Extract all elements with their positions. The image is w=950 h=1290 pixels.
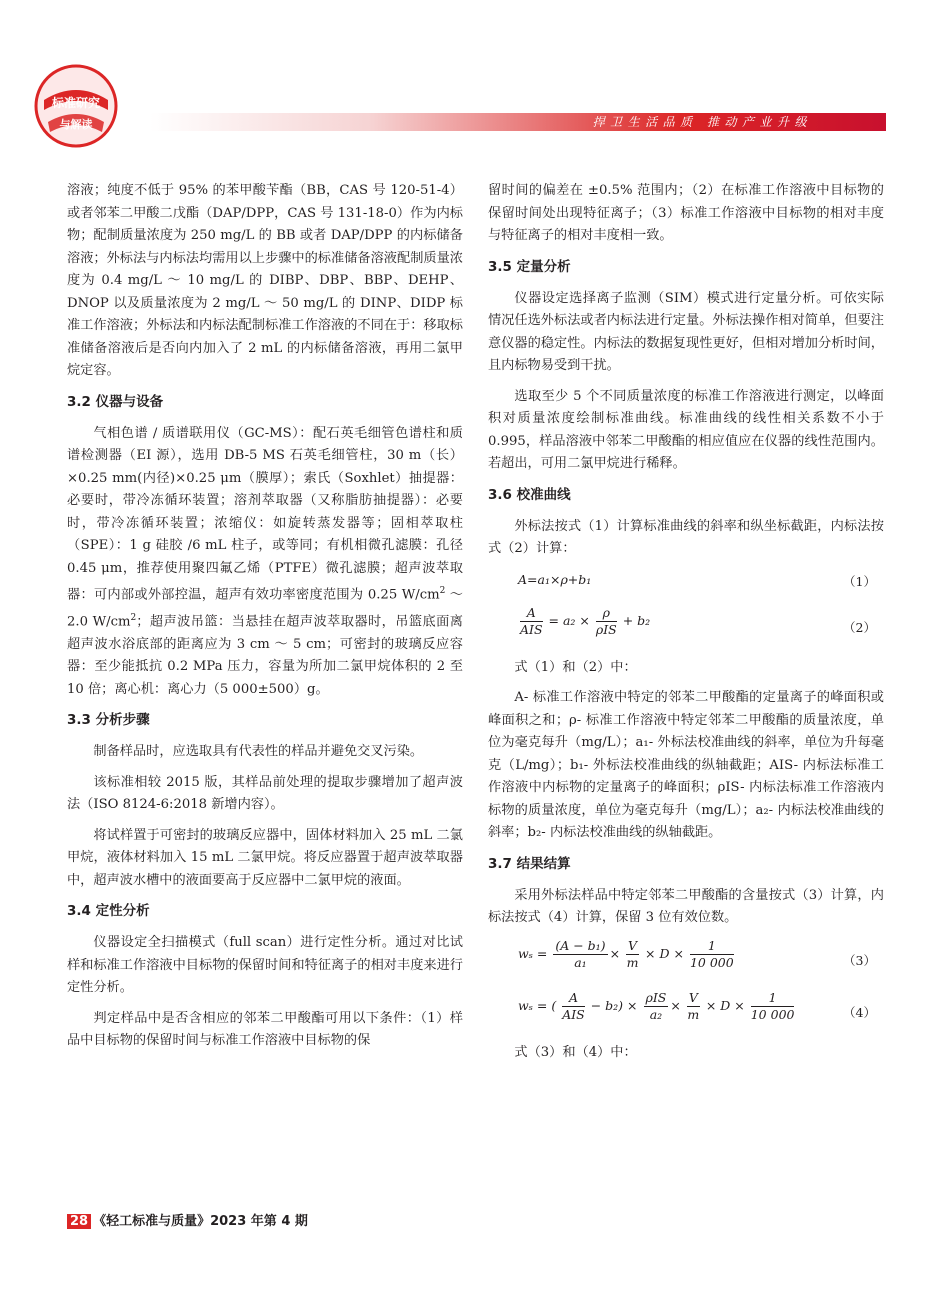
eq2-mid: = a₂ ×: [548, 612, 590, 628]
right-column: [488, 180, 884, 1072]
eq4-mid-2: × D ×: [705, 997, 745, 1013]
paragraph-symbol-definitions: A- 标准工作溶液中特定的邻苯二甲酸酯的定量离子的峰面积或峰面积之和；ρ- 标准工作溶液中特定邻苯二甲酸酯的质量浓度，单位为毫克每升（mg/L）；a₁- 外标法校准曲线的斜率，单位为升每毫克（L/mg）；b₁- 外标法校准曲线的纵轴截距；AIS- 内标法标准工作溶液中内标物的定量离子的峰面积；ρIS- 内标法标准工作溶液内标物的质量浓度，单位为毫克每升（mg/L）；a₂- 内标法校准曲线的斜率；b₂- 内标法校准曲线的纵轴截距。: [488, 690, 884, 840]
eq4-num-2: ρIS: [645, 989, 667, 1005]
paragraph-3-7-1: 采用外标法样品中特定邻苯二甲酸酯的含量按式（3）计算，内标法按式（4）计算，保留 3 位有效位数。: [488, 887, 884, 925]
equation-2: [488, 605, 884, 649]
equation-1: [488, 569, 884, 597]
equation-2-body: [518, 605, 650, 638]
equation-3: [488, 938, 884, 982]
equation-1-body: A=a₁×ρ+b₁: [518, 571, 592, 587]
equation-2-fraction-rho: [596, 605, 617, 638]
equation-2-fraction-a: [520, 605, 543, 638]
eq4-den-2: a₂: [649, 1006, 663, 1022]
left-column: [67, 180, 463, 1061]
eq3-den-1: a₁: [574, 954, 587, 970]
equation-4: [488, 990, 884, 1034]
paragraph-3-3-2: 该标准相较 2015 版，其样品前处理的提取步骤增加了超声波法（ISO 8124-6:2018 新增内容）。: [67, 774, 463, 813]
paragraph-3-4-1: 仪器设定全扫描模式（full scan）进行定性分析。通过对比试样和标准工作溶液中目标物的保留时间和特征离子的相对丰度来进行定性分析。: [67, 935, 463, 996]
header-banner: [150, 113, 886, 131]
equation-3-number: （3）: [843, 952, 876, 968]
equation-4-number: （4）: [843, 1004, 876, 1020]
heading-3-4: 3.4 定性分析: [67, 903, 150, 920]
eq4-fraction-4: [751, 990, 795, 1023]
eq3-den-2: m: [626, 954, 639, 970]
eq2-den-rho: ρIS: [595, 621, 617, 637]
heading-3-5: 3.5 定量分析: [488, 258, 571, 275]
eq3-lhs: wₛ =: [518, 945, 548, 961]
instruments-sup-1: 2: [439, 586, 446, 596]
paragraph-instruments: [67, 423, 463, 702]
heading-3-2: 3.2 仪器与设备: [67, 393, 164, 410]
eq2-num-rho: ρ: [596, 605, 617, 622]
instruments-text-a: 气相色谱 / 质谱联用仪（GC-MS）：配石英毛细管色谱柱和质谱检测器（EI 源），选用 DB-5 MS 石英毛细管柱，30 m（长）×0.25 mm(内径)×0.25 μm（膜厚）；索氏（Soxhlet）抽提器：必要时，带冷冻循环装置；溶剂萃取器（又称脂肪抽提器）：必要时，带冷冻循环装置；浓缩仪：如旋转蒸发器等；固相萃取柱（SPE）：1 g 硅胶 /6 mL 柱子，或等同；有机相微孔滤膜：孔径 0.45 μm，推荐使用聚四氟乙烯（PTFE）微孔滤膜；超声波萃取器：可内部或外部控温，超声有效功率密度范围为 0.25 W/cm: [67, 425, 463, 603]
eq4-fraction-2: [644, 990, 669, 1023]
paragraph-3-3-1: 制备样品时，应选取具有代表性的样品并避免交叉污染。: [93, 744, 424, 760]
eq4-fraction-1: [562, 990, 585, 1023]
eq4-num-4: 1: [751, 990, 795, 1007]
eq4-den-4: 10 000: [750, 1006, 795, 1022]
logo-line1: 标准研究: [51, 96, 101, 110]
eq3-den-3: 10 000: [689, 954, 734, 970]
heading-3-6: 3.6 校准曲线: [488, 486, 571, 503]
paragraph-intro: 溶液；纯度不低于 95% 的苯甲酸苄酯（BB，CAS 号 120-51-4）或者邻苯二甲酸二戊酯（DAP/DPP，CAS 号 131-18-0）作为内标物；配制质量浓度为 250 mg/L 的 BB 或者 DAP/DPP 的内标储备溶液；外标法与内标法均需用以上步骤中的标准储备溶液配制质量浓度为 0.4 mg/L ～ 10 mg/L 的 DIBP、DBP、BBP、DEHP、DNOP 以及质量浓度为 2 mg/L ～ 50 mg/L 的 DINP、DIDP 标准工作溶液；外标法和内标法配制标准工作溶液的不同在于：移取标准储备溶液后是否向内加入了 2 mL 的内标储备溶液，再用二氯甲烷定容。: [67, 183, 463, 378]
heading-3-7: 3.7 结果结算: [488, 855, 571, 872]
eq4-fraction-3: [687, 990, 700, 1023]
eq2-den-a: AIS: [520, 621, 543, 637]
eq3-fraction-1: [553, 938, 607, 971]
eq4-num-3: V: [688, 989, 698, 1005]
page-number: 28: [67, 1214, 91, 1229]
header-slogan: 捍卫生活品质 推动产业升级: [592, 115, 812, 129]
eq4-den-3: m: [687, 1006, 700, 1022]
eq4-den-1: AIS: [562, 1006, 585, 1022]
eq4-lhs: wₛ = (: [518, 997, 557, 1013]
eq4-mid-1: − b₂) ×: [590, 997, 638, 1013]
logo-line2: 与解读: [59, 118, 93, 131]
paragraph-3-5-1: 仪器设定选择离子监测（SIM）模式进行定量分析。可依实际情况任选外标法或者内标法进行定量。外标法操作相对简单，但要注意仪器的稳定性。内标法的数据复现性更好，但相对增加分析时间，且内标物易受到干扰。: [488, 290, 884, 373]
page-footer: [67, 1210, 308, 1229]
eq3-fraction-2: [626, 938, 639, 971]
equation-1-number: （1）: [843, 573, 876, 589]
eq3-fraction-3: [690, 938, 734, 971]
journal-section-logo: [30, 60, 122, 152]
instruments-text-c: ；超声波吊篮：当悬挂在超声波萃取器时，吊篮底面离超声波水浴底部的距离应为 3 cm ～ 5 cm；可密封的玻璃反应容器：至少能抵抗 0.2 MPa 压力，容量为所加二氯甲烷体积的 2 至 10 倍；离心机：离心力（5 000±500）g。: [67, 614, 463, 697]
paragraph-3-6-1: 外标法按式（1）计算标准曲线的斜率和纵坐标截距，内标法按式（2）计算：: [488, 518, 884, 556]
instruments-sup-2: 2: [130, 612, 137, 623]
eq4-num-1: A: [562, 990, 585, 1007]
heading-3-3: 3.3 分析步骤: [67, 712, 150, 729]
eq2-num-a: A: [520, 605, 543, 622]
paragraph-where-3-4: 式（3）和（4）中：: [514, 1044, 637, 1060]
equation-4-body: wₛ = ( $\frac{A}{\text{AIS}}$ − b₂) × $\frac{\text{ρIS}}{\text{a₂}}$ × $\frac{V}{m}$ × D × $\frac{1}{10 000}$: [518, 989, 795, 1022]
journal-issue: 《轻工标准与质量》2023 年第 4 期: [93, 1214, 308, 1229]
eq3-num-1: (A − b₁): [555, 937, 606, 953]
eq3-mid: × D ×: [645, 945, 684, 961]
instruments-text-b: ～ 2.0 W/cm: [67, 587, 463, 630]
eq3-num-2: V: [628, 937, 638, 953]
paragraph-3-3-3: 将试样置于可密封的玻璃反应器中，固体材料加入 25 mL 二氯甲烷，液体材料加入 15 mL 二氯甲烷。将反应器置于超声波萃取器中，超声波水槽中的液面要高于反应器中二氯甲烷的液面。: [67, 827, 463, 888]
paragraph-3-4-2: 判定样品中是否含相应的邻苯二甲酸酯可用以下条件：（1）样品中目标物的保留时间与标准工作溶液中目标物的保: [67, 1010, 463, 1049]
equation-3-body: wₛ = $\frac{\text{(A − b₁)}}{\text{a₁}}$ × $\frac{V}{m}$ × D × $\frac{1}{10 000}$: [518, 937, 734, 970]
paragraph-where-1-2: 式（1）和（2）中：: [514, 659, 637, 675]
equation-2-number: （2）: [843, 619, 876, 635]
eq3-num-3: 1: [690, 938, 734, 955]
paragraph-continued: 留时间的偏差在 ±0.5% 范围内；（2）在标准工作溶液中目标物的保留时间处出现特征离子；（3）标准工作溶液中目标物的相对丰度与特征离子的相对丰度相一致。: [488, 183, 884, 243]
eq2-end: + b₂: [622, 612, 651, 628]
paragraph-3-5-2: 选取至少 5 个不同质量浓度的标准工作溶液进行测定，以峰面积对质量浓度绘制标准曲线。标准曲线的线性相关系数不小于 0.995，样品溶液中邻苯二甲酸酯的相应值应在仪器的线性范围内。若超出，可用二氯甲烷进行稀释。: [488, 388, 884, 471]
